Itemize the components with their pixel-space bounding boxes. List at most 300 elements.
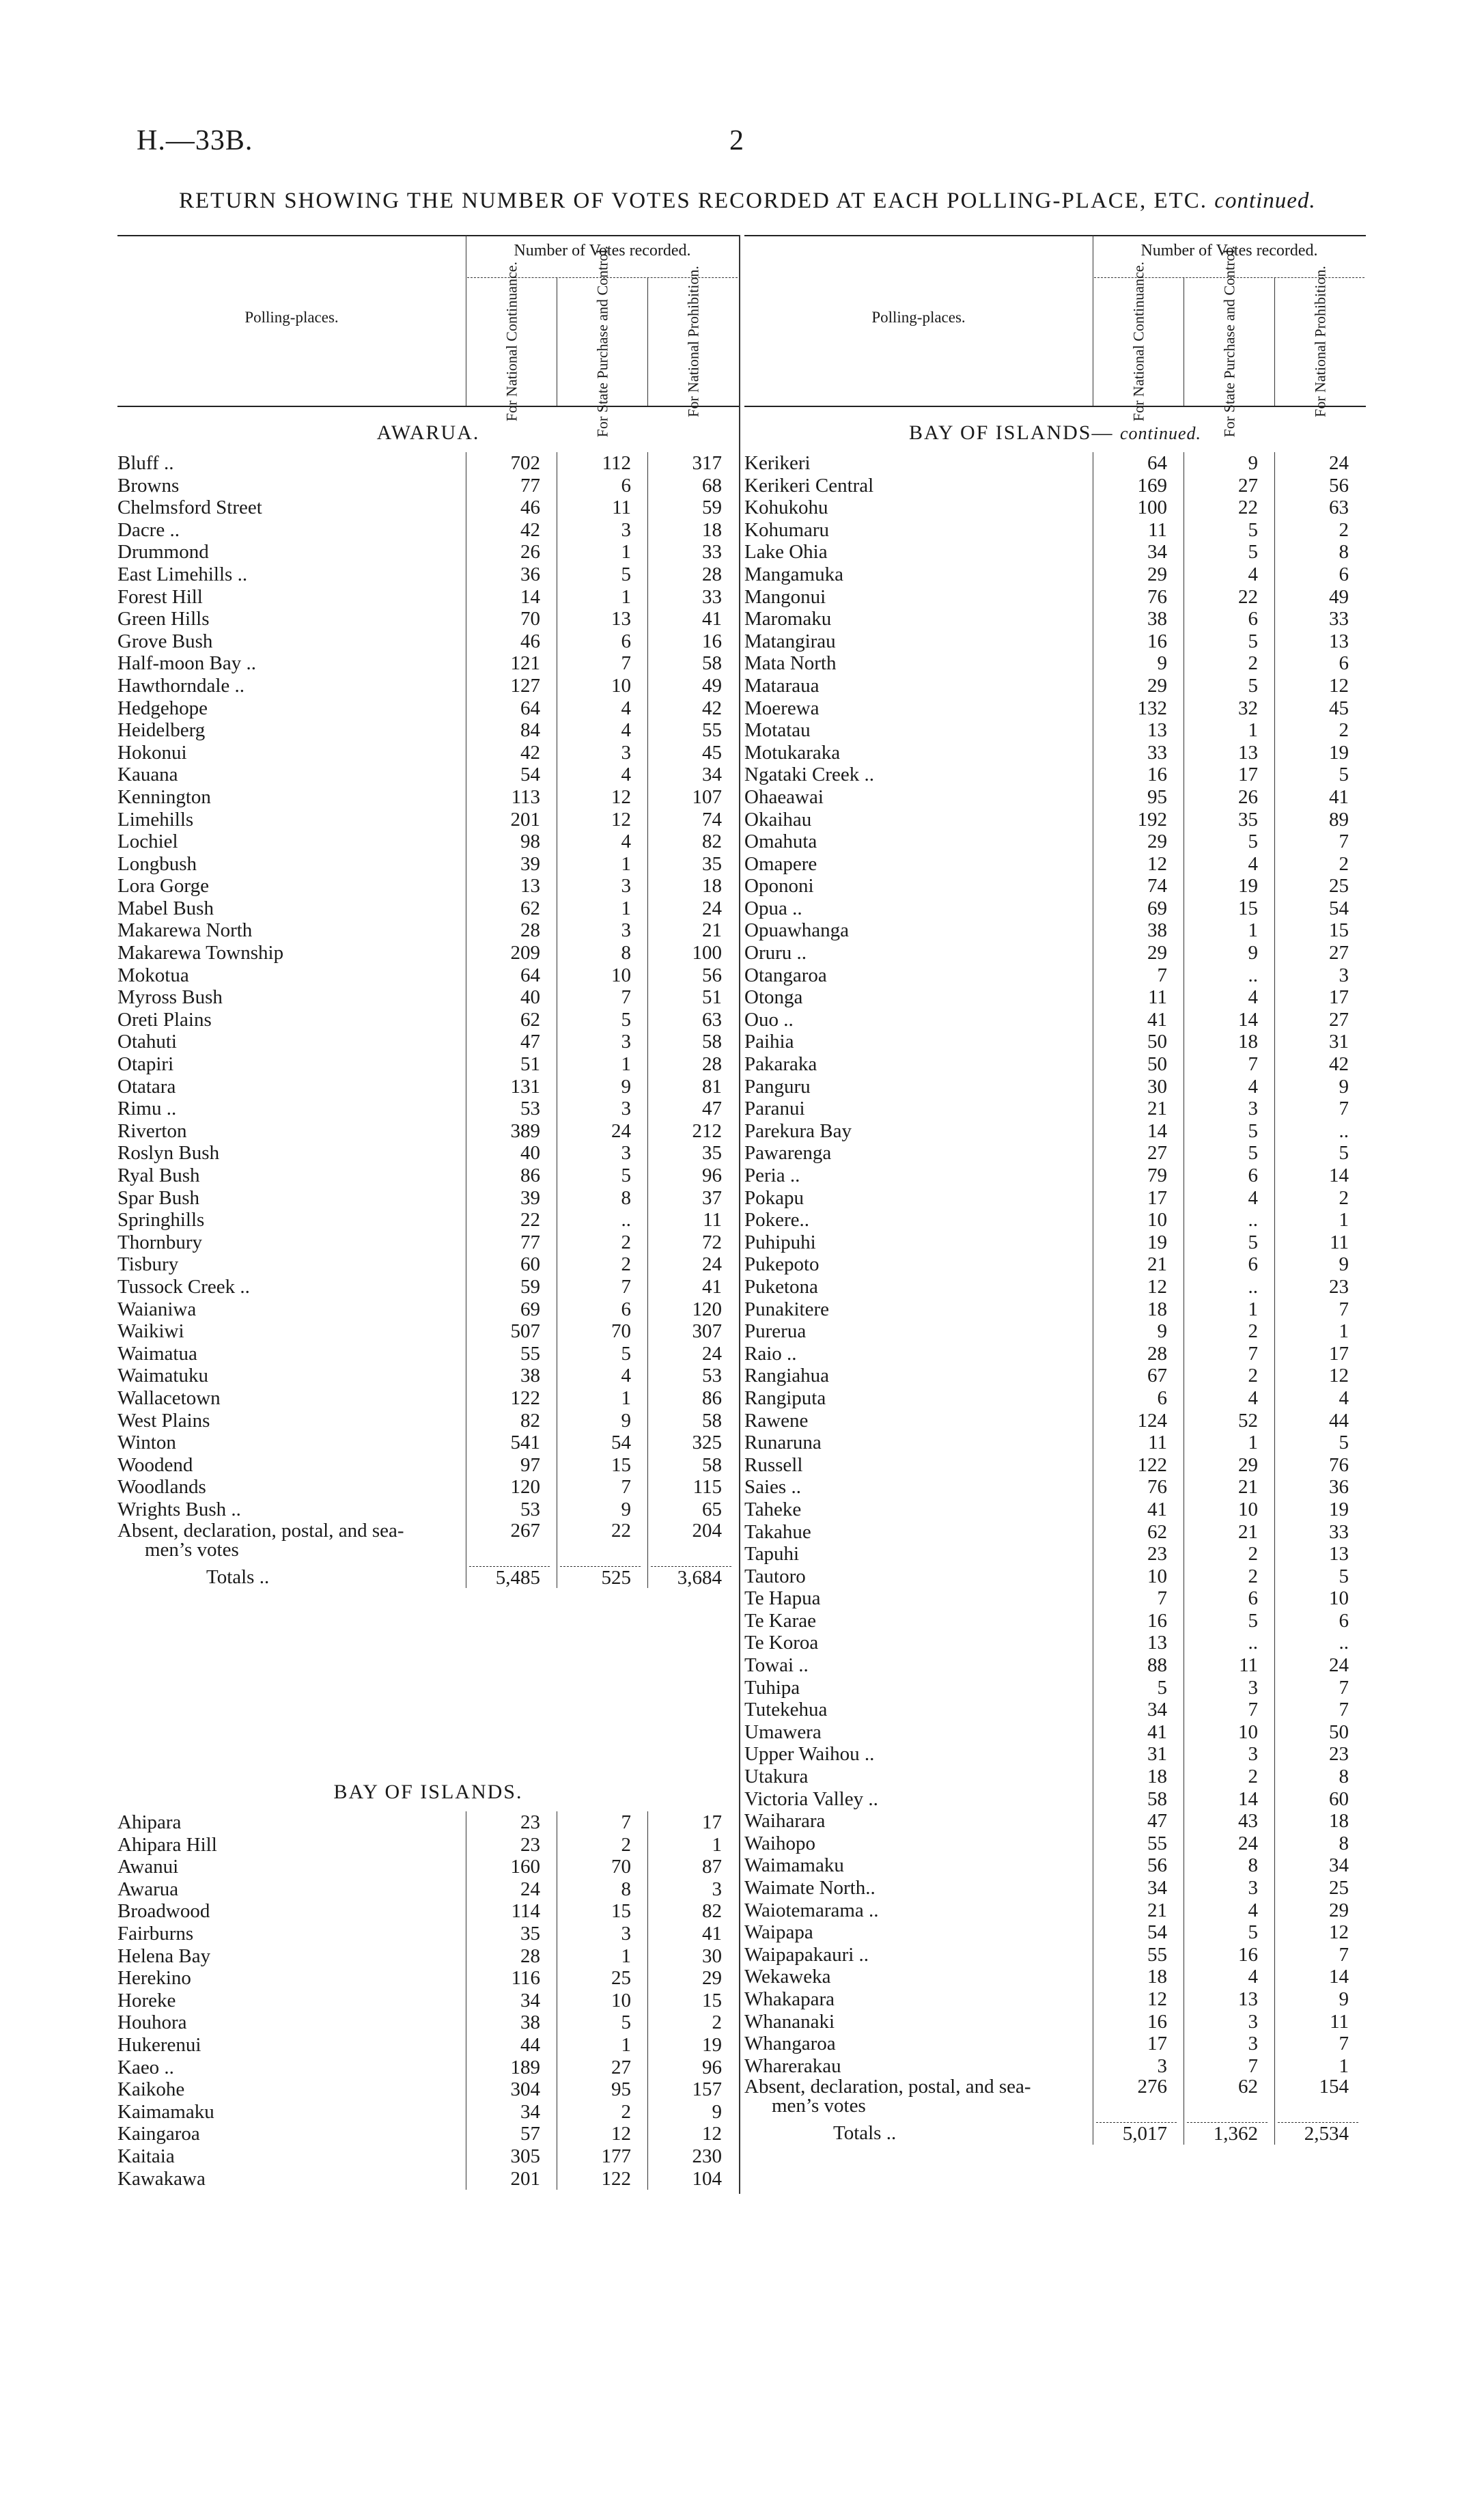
vote-count: 22	[1238, 497, 1258, 519]
table-row	[744, 475, 1366, 497]
polling-place-name: Taheke	[744, 1498, 802, 1520]
table-row	[117, 942, 739, 964]
col-national-prohibition: For National Prohibition.	[1311, 266, 1329, 417]
vote-count: 8	[1339, 1832, 1349, 1854]
vote-count: 7	[1157, 964, 1167, 986]
vote-count: 21	[1147, 1899, 1167, 1921]
polling-place-name: Myross Bush	[117, 986, 223, 1009]
polling-place-name: Parekura Bay	[744, 1119, 852, 1142]
table-row	[744, 1499, 1366, 1521]
vote-count: 77	[520, 474, 540, 497]
vote-count: 13	[1238, 741, 1258, 764]
vote-count: 177	[601, 2145, 631, 2167]
vote-count: 97	[520, 1453, 540, 1476]
table-row	[117, 986, 739, 1009]
polling-place-name: Tautoro	[744, 1565, 806, 1587]
vote-count: 3	[1157, 2055, 1167, 2077]
vote-count: 702	[510, 452, 540, 474]
vote-count: 3	[1339, 964, 1349, 986]
polling-place-name: Kaikohe	[117, 2078, 185, 2101]
vote-count: 55	[702, 719, 722, 742]
polling-place-name: Tutekehua	[744, 1699, 828, 1721]
table-row	[744, 1654, 1366, 1677]
polling-place-name: Pakaraka	[744, 1053, 817, 1076]
vote-count: 3	[1248, 1877, 1258, 1899]
vote-count: 2	[621, 1833, 631, 1856]
polling-place-name: Kaimamaku	[117, 2100, 214, 2123]
polling-place-name: Upper Waihou ..	[744, 1743, 875, 1766]
vote-count: 42	[520, 741, 540, 764]
polling-place-name: Rangiputa	[744, 1387, 826, 1409]
table-row	[744, 1565, 1366, 1588]
col-state-purchase: For State Purchase and Control.	[593, 245, 611, 438]
polling-place-name: Raio ..	[744, 1342, 797, 1365]
vote-count: 6	[1157, 1387, 1167, 1409]
vote-count: 10	[1238, 1721, 1258, 1743]
table-row	[744, 964, 1366, 987]
polling-place-name: Mokotua	[117, 964, 189, 986]
polling-place-name: Okaihau	[744, 808, 812, 831]
polling-place-name: Waianiwa	[117, 1298, 197, 1320]
center-divider	[739, 235, 740, 2194]
vote-count: 4	[621, 764, 631, 786]
vote-count: 29	[702, 1967, 722, 1990]
table-row	[744, 1320, 1366, 1343]
polling-place-name: Waimatuku	[117, 1365, 208, 1387]
vote-count: 64	[520, 964, 540, 986]
vote-count: 18	[1329, 1810, 1349, 1833]
vote-count: 1	[712, 1833, 722, 1856]
polling-place-name: Heidelberg	[117, 719, 206, 742]
table-row	[744, 1743, 1366, 1766]
vote-count: 24	[1238, 1832, 1258, 1854]
vote-count: 55	[1147, 1943, 1167, 1966]
vote-count: 18	[1147, 1766, 1167, 1788]
vote-count: 56	[1147, 1854, 1167, 1877]
vote-count: 7	[1157, 1587, 1167, 1610]
region-title: AWARUA.	[376, 421, 480, 444]
vote-count: 28	[702, 1053, 722, 1076]
table-row	[117, 1878, 739, 1901]
vote-count: 212	[692, 1119, 722, 1142]
vote-count: 6	[621, 1298, 631, 1320]
table-row	[744, 1253, 1366, 1276]
table-row	[744, 1810, 1366, 1833]
total-value: 1,362	[1187, 2122, 1268, 2145]
vote-count: 5	[1248, 831, 1258, 853]
vote-count: 70	[611, 1856, 631, 1878]
polling-place-name: Woodlands	[117, 1476, 206, 1499]
vote-count: 4	[1248, 852, 1258, 875]
vote-count: 21	[1147, 1098, 1167, 1120]
table-row	[117, 2011, 739, 2034]
vote-count: 58	[702, 1031, 722, 1053]
polling-place-name: Ngataki Creek ..	[744, 764, 875, 786]
vote-count: 31	[1329, 1031, 1349, 1053]
table-row	[744, 675, 1366, 697]
polling-place-name: Otapiri	[117, 1053, 174, 1076]
vote-count: 120	[510, 1476, 540, 1499]
polling-place-name: Hedgehope	[117, 697, 208, 719]
vote-count: 4	[621, 831, 631, 853]
vote-count: 23	[1147, 1543, 1167, 1565]
table-row	[744, 764, 1366, 786]
vote-count: 17	[702, 1811, 722, 1833]
vote-count: 14	[1329, 1966, 1349, 1988]
polling-place-name: Kennington	[117, 785, 211, 808]
vote-count: 5	[1339, 1565, 1349, 1587]
vote-count: 10	[1329, 1587, 1349, 1610]
vote-count: 76	[1147, 1476, 1167, 1499]
polling-place-name: Motukaraka	[744, 741, 841, 764]
polling-place-name: Waimatua	[117, 1342, 197, 1365]
polling-place-name: Umawera	[744, 1721, 822, 1743]
table-row	[117, 786, 739, 809]
polling-place-name: Lake Ohia	[744, 541, 828, 563]
polling-place-name: Wrights Bush ..	[117, 1498, 241, 1520]
vote-count: 6	[1248, 1165, 1258, 1186]
vote-count: 7	[1339, 1298, 1349, 1320]
vote-count: 40	[520, 1142, 540, 1165]
vote-count: 68	[702, 474, 722, 497]
vote-count: 26	[1238, 785, 1258, 808]
vote-count: 19	[1329, 741, 1349, 764]
table-row	[744, 563, 1366, 586]
vote-count: 29	[1238, 1453, 1258, 1476]
vote-count: 33	[702, 585, 722, 608]
table-row	[117, 2168, 739, 2190]
vote-count: 1	[1248, 1298, 1258, 1320]
vote-count: 17	[1238, 764, 1258, 786]
vote-count: 59	[702, 497, 722, 519]
vote-count: 2	[1248, 1320, 1258, 1343]
vote-count: 24	[1329, 452, 1349, 474]
vote-count: 12	[1329, 1365, 1349, 1387]
vote-count: 3	[621, 1098, 631, 1120]
vote-count: 47	[520, 1031, 540, 1053]
vote-count: 21	[1238, 1520, 1258, 1543]
table-row	[117, 2101, 739, 2123]
vote-count: 53	[702, 1365, 722, 1387]
vote-count: 116	[511, 1967, 540, 1990]
vote-count: 1	[1339, 1320, 1349, 1343]
vote-count: 23	[520, 1811, 540, 1833]
polling-place-name: Riverton	[117, 1119, 187, 1142]
vote-count: 2	[621, 1253, 631, 1276]
vote-count: 88	[1147, 1654, 1167, 1677]
region-title	[744, 414, 1366, 452]
vote-count: 24	[702, 897, 722, 919]
table-row	[744, 853, 1366, 876]
vote-count: 122	[601, 2167, 631, 2190]
value: 276	[1137, 2076, 1167, 2098]
vote-count: 18	[1238, 1031, 1258, 1053]
polling-place-name: Houhora	[117, 2011, 187, 2034]
vote-count: 4	[1339, 1387, 1349, 1409]
total-value: 3,684	[651, 1566, 731, 1589]
vote-count: 201	[510, 808, 540, 831]
table-row	[117, 1454, 739, 1477]
vote-count: 160	[510, 1856, 540, 1878]
table-row	[117, 1990, 739, 2012]
totals-label: Totals ..	[833, 2122, 897, 2145]
vote-count: 30	[1147, 1075, 1167, 1098]
polling-place-name: Otangaroa	[744, 964, 827, 986]
table-row	[117, 2123, 739, 2145]
vote-count: 122	[510, 1387, 540, 1409]
table-row	[117, 497, 739, 519]
vote-count: 127	[510, 674, 540, 697]
polling-place-name: Browns	[117, 474, 180, 497]
bay-of-islands-continued-section	[744, 414, 1366, 2145]
vote-count: 6	[1339, 563, 1349, 585]
vote-count: 18	[1147, 1966, 1167, 1988]
vote-count: 27	[1329, 942, 1349, 964]
polling-place-name: Awanui	[117, 1856, 179, 1878]
vote-count: 317	[692, 452, 722, 474]
polling-place-name: Opuawhanga	[744, 919, 850, 942]
vote-count: 36	[1329, 1476, 1349, 1499]
polling-place-name: Bluff ..	[117, 452, 174, 474]
vote-count: 44	[520, 2033, 540, 2056]
polling-place-name: Utakura	[744, 1766, 809, 1788]
polling-place-name: Moerewa	[744, 697, 820, 719]
vote-count: 35	[702, 1142, 722, 1165]
table-row	[744, 2055, 1366, 2078]
vote-count: 2	[712, 2011, 722, 2034]
vote-count: 23	[1329, 1275, 1349, 1298]
polling-place-name: Tisbury	[117, 1253, 179, 1276]
vote-count: 33	[702, 541, 722, 563]
vote-count: 7	[621, 1275, 631, 1298]
vote-count: 51	[702, 986, 722, 1009]
vote-count: 34	[520, 1989, 540, 2011]
vote-count: 5	[621, 1008, 631, 1031]
vote-count: 113	[511, 785, 540, 808]
total-value: 525	[560, 1566, 641, 1589]
polling-place-name: Drummond	[117, 541, 209, 563]
vote-count: 13	[1329, 630, 1349, 652]
polling-place-name: Lora Gorge	[117, 875, 209, 897]
vote-count: 16	[1147, 630, 1167, 652]
polling-place-name: Mangonui	[744, 585, 826, 608]
vote-count: 44	[1329, 1409, 1349, 1432]
polling-place-name: Hokonui	[117, 741, 187, 764]
polling-place-name: Hawthorndale ..	[117, 674, 245, 697]
vote-count: ..	[621, 1209, 631, 1231]
vote-count: 10	[1238, 1498, 1258, 1520]
totals-row	[744, 2122, 1366, 2145]
vote-count: 7	[621, 1476, 631, 1499]
vote-count: 98	[520, 831, 540, 853]
vote-count: 79	[1147, 1165, 1167, 1186]
polling-place-name: Thornbury	[117, 1231, 203, 1253]
table-row	[744, 1699, 1366, 1721]
vote-count: 41	[1147, 1721, 1167, 1743]
table-row	[744, 541, 1366, 563]
vote-count: 3	[1248, 1743, 1258, 1766]
region-title: BAY OF ISLANDS.	[333, 1781, 523, 1803]
vote-count: 12	[1147, 852, 1167, 875]
vote-count: 28	[520, 1945, 540, 1967]
table-row	[117, 586, 739, 609]
vote-count: 51	[520, 1053, 540, 1076]
polling-place-name: Kerikeri Central	[744, 474, 874, 497]
vote-count: 120	[692, 1298, 722, 1320]
polling-place-name: Te Hapua	[744, 1587, 821, 1610]
vote-count: 1	[621, 852, 631, 875]
title-continued: continued.	[1214, 189, 1316, 213]
table-row	[117, 541, 739, 563]
vote-count: 3	[621, 741, 631, 764]
polling-place-name: Broadwood	[117, 1900, 210, 1923]
table-row	[744, 1610, 1366, 1632]
table-row	[117, 1923, 739, 1945]
vote-count: 24	[520, 1878, 540, 1900]
table-row	[117, 563, 739, 586]
table-row	[744, 1476, 1366, 1499]
table-row	[744, 1521, 1366, 1544]
polling-place-name: Pawarenga	[744, 1142, 832, 1165]
vote-count: 100	[692, 942, 722, 964]
vote-count: 6	[1248, 1587, 1258, 1610]
vote-count: 8	[621, 1186, 631, 1209]
polling-place-name: Longbush	[117, 852, 197, 875]
vote-count: 11	[1239, 1654, 1258, 1677]
table-row	[744, 809, 1366, 831]
table-row	[117, 2034, 739, 2057]
vote-count: 36	[520, 563, 540, 585]
vote-count: 19	[1238, 875, 1258, 897]
table-row	[117, 1967, 739, 1990]
polling-place-name: East Limehills ..	[117, 563, 248, 585]
table-row	[117, 1900, 739, 1923]
vote-count: 39	[520, 852, 540, 875]
polling-places-heading: Polling-places.	[871, 309, 966, 326]
vote-count: 56	[1329, 474, 1349, 497]
region-title-continued: continued.	[1119, 423, 1202, 443]
vote-count: 34	[1147, 541, 1167, 563]
vote-count: 24	[702, 1342, 722, 1365]
vote-count: 192	[1137, 808, 1167, 831]
table-row	[117, 452, 739, 475]
table-row	[117, 1098, 739, 1120]
vote-count: 43	[1238, 1810, 1258, 1833]
vote-count: 42	[702, 697, 722, 719]
polling-place-name: Ahipara Hill	[117, 1833, 217, 1856]
table-row	[117, 608, 739, 630]
vote-count: 4	[1248, 1966, 1258, 1988]
vote-count: 7	[1248, 1342, 1258, 1365]
polling-place-name: Roslyn Bush	[117, 1142, 220, 1165]
table-row	[117, 2057, 739, 2079]
polling-place-name: Rawene	[744, 1409, 809, 1432]
polling-place-name: Takahue	[744, 1520, 811, 1543]
polling-place-name: Panguru	[744, 1075, 811, 1098]
table-row	[744, 1899, 1366, 1922]
vote-count: 58	[1147, 1787, 1167, 1810]
vote-count: 15	[1238, 897, 1258, 919]
vote-count: 12	[1329, 674, 1349, 697]
vote-count: 11	[1330, 1231, 1349, 1253]
table-row	[744, 1387, 1366, 1410]
vote-count: 12	[702, 2123, 722, 2145]
table-row	[117, 1834, 739, 1856]
polling-place-name: Pukepoto	[744, 1253, 820, 1276]
vote-count: 34	[1329, 1854, 1349, 1877]
vote-count: 95	[611, 2078, 631, 2101]
vote-count: 49	[702, 674, 722, 697]
polling-place-name: Herekino	[117, 1967, 191, 1990]
table-row	[117, 1320, 739, 1343]
vote-count: 2	[1339, 518, 1349, 541]
vote-count: 81	[702, 1075, 722, 1098]
vote-count: 27	[1147, 1142, 1167, 1165]
polling-place-name: Opua ..	[744, 897, 802, 919]
absent-label-2: men’s votes	[772, 2095, 866, 2116]
vote-count: 29	[1147, 942, 1167, 964]
vote-count: 22	[520, 1209, 540, 1231]
polling-place-name: Tuhipa	[744, 1676, 800, 1699]
polling-place-name: Tapuhi	[744, 1543, 800, 1565]
totals-label: Totals ..	[206, 1565, 270, 1588]
vote-count: ..	[1248, 1209, 1258, 1231]
vote-count: 18	[702, 518, 722, 541]
polling-place-name: Kohumaru	[744, 518, 830, 541]
table-row	[117, 1410, 739, 1432]
vote-count: 5	[1248, 630, 1258, 652]
vote-count: 19	[1329, 1498, 1349, 1520]
vote-count: 35	[702, 852, 722, 875]
vote-count: 2	[1248, 1565, 1258, 1587]
vote-count: 11	[1330, 2010, 1349, 2033]
vote-count: 5	[1248, 1609, 1258, 1632]
table-row	[117, 697, 739, 720]
vote-count: 17	[1329, 1342, 1349, 1365]
vote-count: 124	[1137, 1409, 1167, 1432]
table-row	[117, 1031, 739, 1053]
vote-count: 6	[621, 474, 631, 497]
vote-count: 7	[1248, 1053, 1258, 1076]
vote-count: 55	[1147, 1832, 1167, 1854]
vote-count: 7	[621, 986, 631, 1009]
polling-place-name: Runaruna	[744, 1432, 822, 1454]
table-row	[744, 1009, 1366, 1031]
polling-place-name: Otatara	[117, 1075, 176, 1098]
vote-count: 64	[520, 697, 540, 719]
vote-count: 5	[1248, 1119, 1258, 1142]
column-rule	[1274, 452, 1275, 2145]
table-row	[744, 719, 1366, 742]
vote-count: 12	[611, 808, 631, 831]
vote-count: 10	[1147, 1565, 1167, 1587]
vote-count: 8	[1339, 541, 1349, 563]
polling-place-name: Kaeo ..	[117, 2056, 174, 2078]
vote-count: 41	[1329, 785, 1349, 808]
table-row	[744, 2011, 1366, 2033]
vote-count: 27	[1329, 1008, 1349, 1031]
vote-count: 25	[1329, 875, 1349, 897]
vote-count: 169	[1137, 474, 1167, 497]
column-rule	[647, 1811, 648, 2190]
vote-count: 59	[520, 1275, 540, 1298]
polling-place-name: Waiotemarama ..	[744, 1899, 879, 1921]
vote-count: 55	[520, 1342, 540, 1365]
polling-place-name: Omahuta	[744, 831, 817, 853]
table-row	[744, 1454, 1366, 1477]
vote-count: 5	[1339, 1432, 1349, 1454]
vote-count: 189	[510, 2056, 540, 2078]
